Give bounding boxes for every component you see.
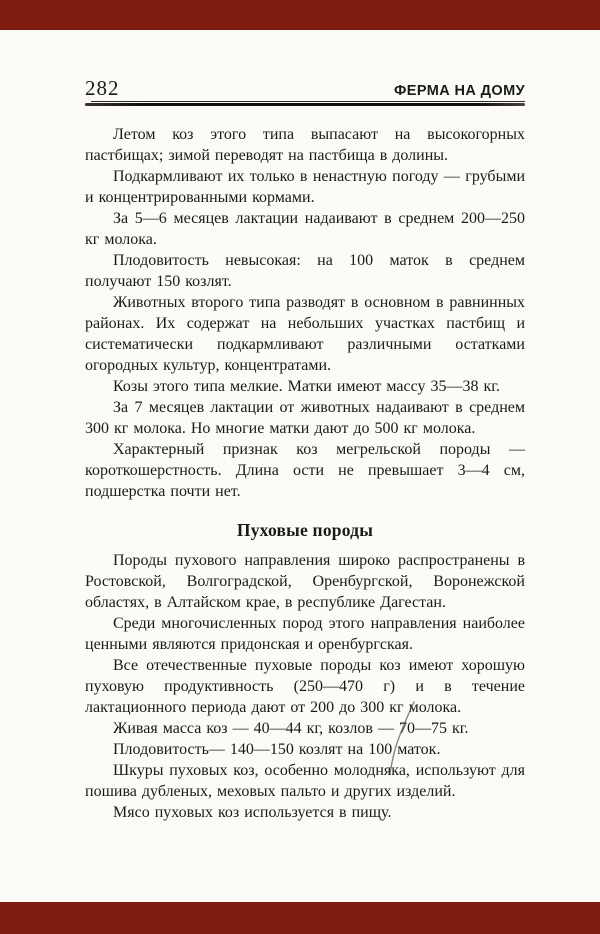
- paragraph: Живая масса коз — 40—44 кг, козлов — 70—75 кг.: [113, 720, 469, 737]
- paragraph: Плодовитость невысокая: на 100 маток в среднем получают 150 козлят.: [85, 252, 525, 290]
- paragraph: Породы пухового направления широко распространены в Ростовской, Волгоградской, Оренбургской, Воронежской областях, в Алтайском крае, в республике Дагестан.: [85, 552, 525, 611]
- paragraph: Все отечественные пуховые породы коз имеют хорошую пуховую продуктивность (250—470 г) и в течение лактационного периода дают от 200 до 300 кг молока.: [85, 657, 525, 716]
- paragraph: За 7 месяцев лактации от животных надаивают в среднем 300 кг молока. Но многие матки дают до 500 кг молока.: [85, 399, 525, 437]
- paragraph: Шкуры пуховых коз, особенно молодняка, используют для пошива дубленых, меховых пальто и других изделий.: [85, 762, 525, 800]
- paragraph: Животных второго типа разводят в основном в равнинных районах. Их содержат на небольших участках пастбищ и систематически подкармливают различными остатками огородных культур, концентратами.: [85, 294, 525, 374]
- paragraph: За 5—6 месяцев лактации надаивают в среднем 200—250 кг молока.: [85, 210, 525, 248]
- paragraph: Среди многочисленных пород этого направления наиболее ценными являются придонская и оренбургская.: [85, 615, 525, 653]
- top-edge-bar: [0, 0, 600, 30]
- paragraph: Мясо пуховых коз используется в пищу.: [113, 804, 392, 821]
- text-block: [85, 124, 525, 823]
- page-number: 282: [85, 76, 120, 100]
- paragraph: Летом коз этого типа выпасают на высокогорных пастбищах; зимой переводят на пастбища в долины.: [85, 126, 525, 164]
- paragraph: Плодовитость— 140—150 козлят на 100 маток.: [113, 741, 441, 758]
- header-rule: [85, 101, 525, 107]
- paragraph: Характерный признак коз мегрельской породы — короткошерстность. Длина ости не превышает 3—4 см, подшерстка почти нет.: [85, 441, 525, 500]
- page-header: [85, 76, 525, 101]
- section-heading: Пуховые породы: [236, 520, 374, 540]
- paragraph: Козы этого типа мелкие. Матки имеют массу 35—38 кг.: [113, 378, 501, 395]
- paragraph: Подкармливают их только в ненастную погоду — грубыми и концентрированными кормами.: [85, 168, 525, 206]
- running-head: ФЕРМА НА ДОМУ: [394, 83, 525, 99]
- bottom-edge-bar: [0, 902, 600, 934]
